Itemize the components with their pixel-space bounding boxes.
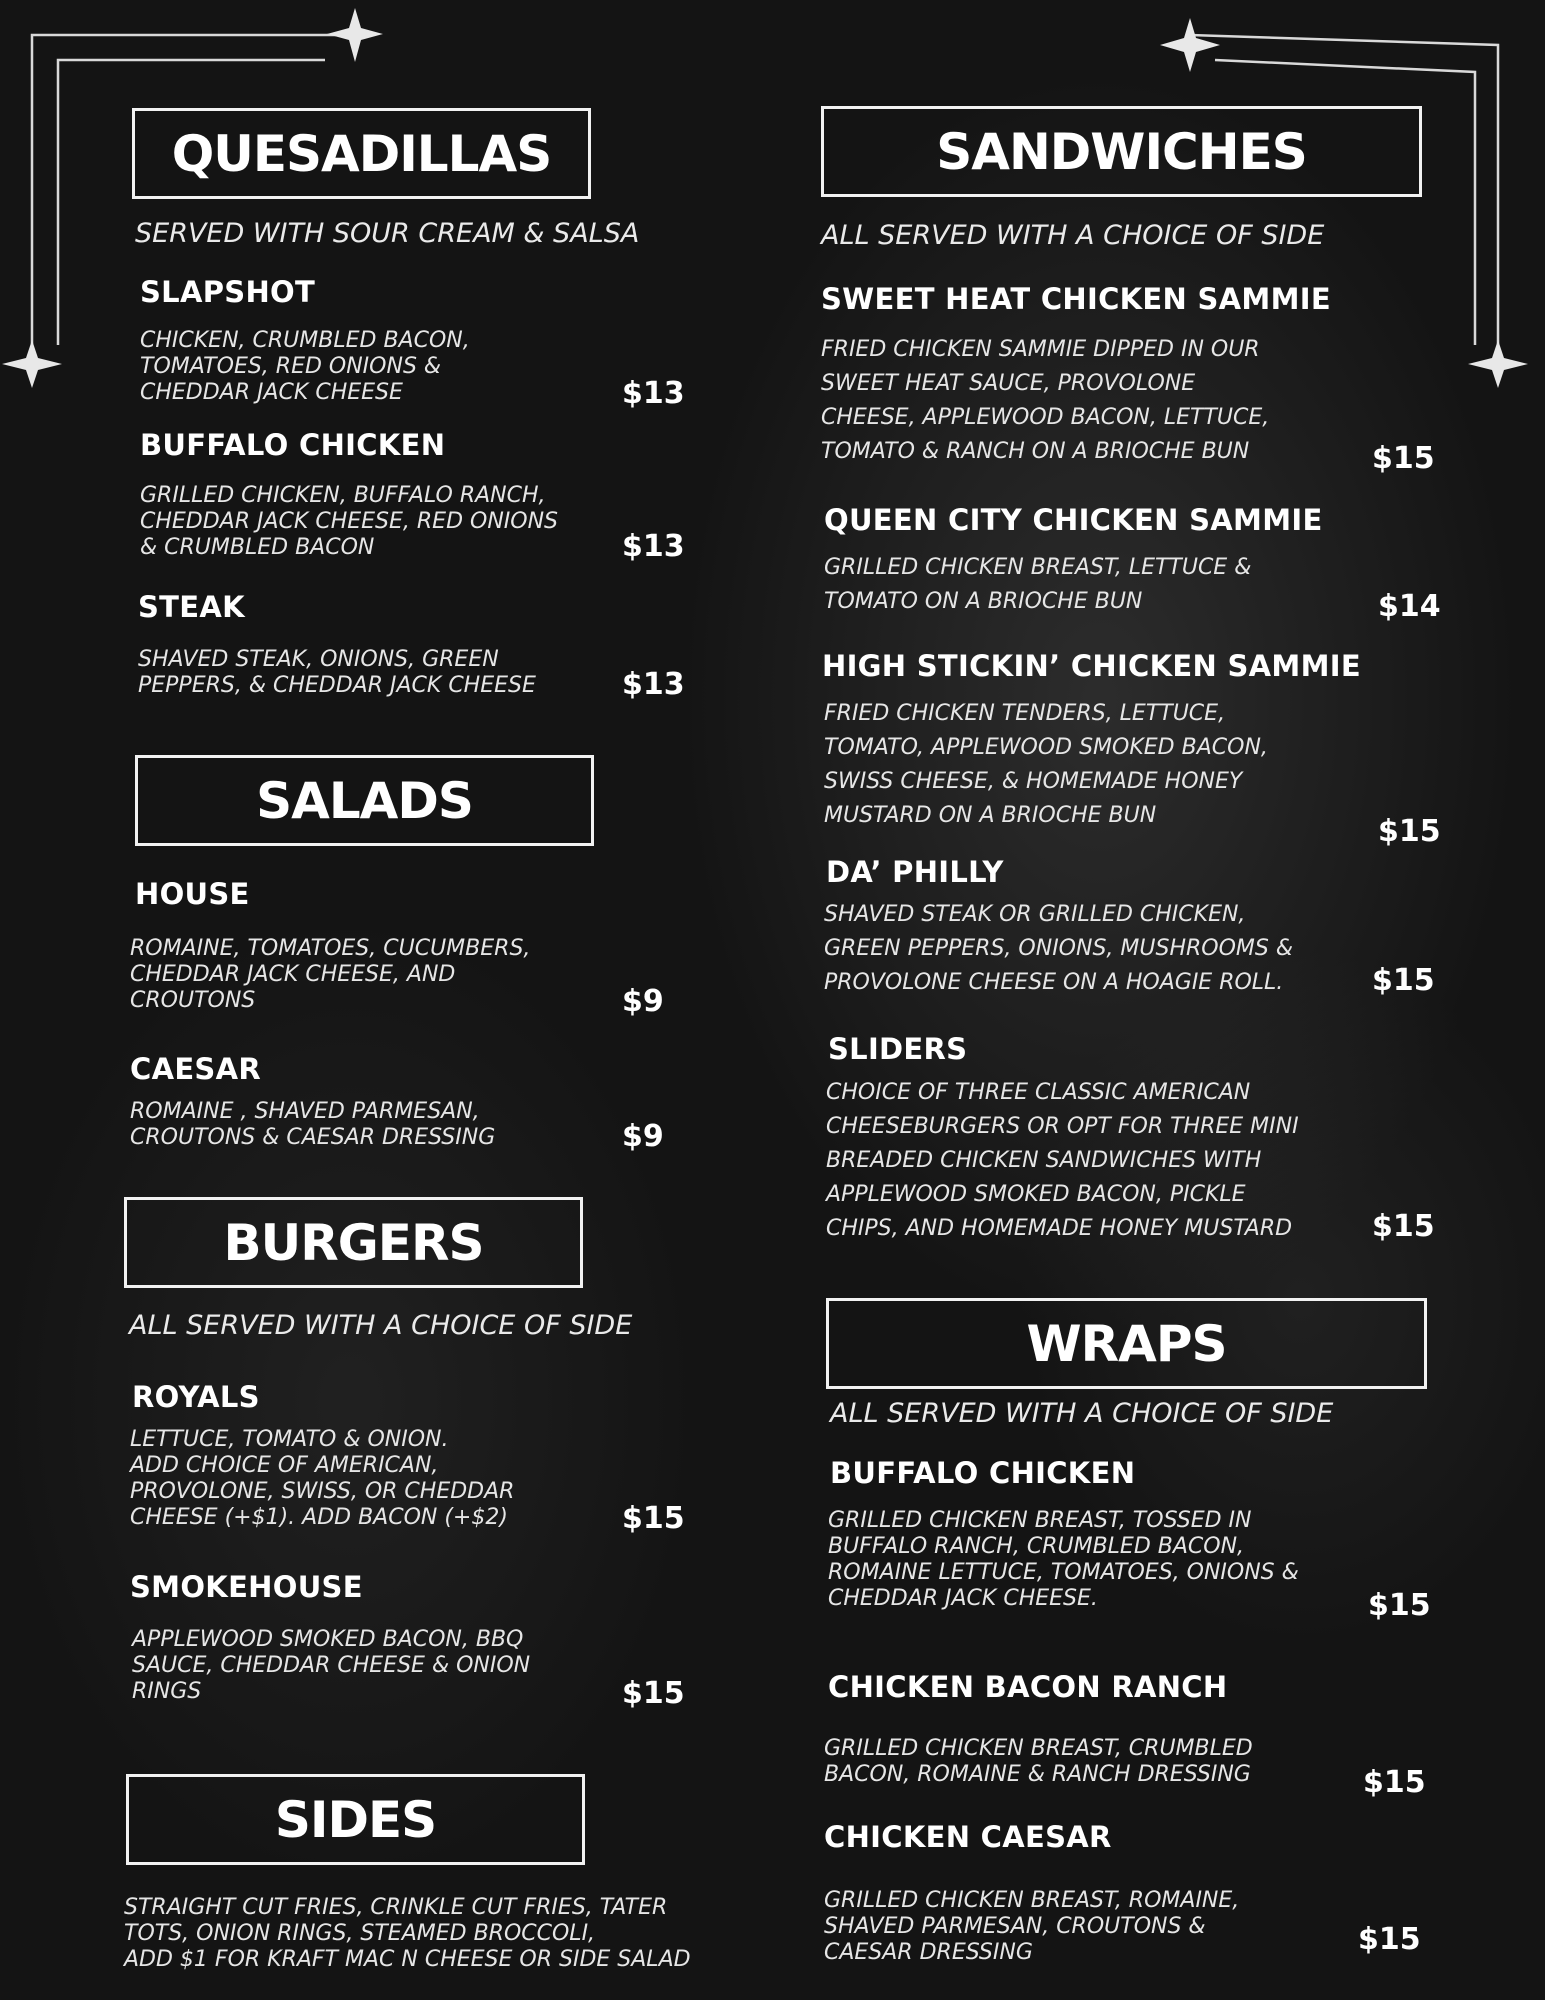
menu-item-description: GRILLED CHICKEN BREAST, CRUMBLED BACON, ROMAINE & RANCH DRESSING: [824, 1736, 1253, 1787]
menu-item-name: QUEEN CITY CHICKEN SAMMIE: [824, 503, 1323, 537]
menu-item-description: LETTUCE, TOMATO & ONION. ADD CHOICE OF AMERICAN, PROVOLONE, SWISS, OR CHEDDAR CHEESE (+$1). ADD BACON (+$2): [130, 1427, 515, 1530]
menu-item-price: $13: [622, 667, 685, 702]
menu-item-name: CHICKEN CAESAR: [824, 1820, 1112, 1854]
menu-item-name: CAESAR: [130, 1052, 261, 1086]
menu-item-description: CHOICE OF THREE CLASSIC AMERICAN CHEESEBURGERS OR OPT FOR THREE MINI BREADED CHICKEN SANDWICHES WITH APPLEWOOD SMOKED BACON, PICKLE CHIPS, AND HOMEMADE HONEY MUSTARD: [826, 1080, 1299, 1241]
menu-item-description: FRIED CHICKEN SAMMIE DIPPED IN OUR SWEET HEAT SAUCE, PROVOLONE CHEESE, APPLEWOOD BACON, LETTUCE, TOMATO & RANCH ON A BRIOCHE BUN: [821, 337, 1270, 464]
menu-item-price: $9: [622, 984, 664, 1019]
menu-item-price: $9: [622, 1119, 664, 1154]
menu-item-name: SWEET HEAT CHICKEN SAMMIE: [821, 282, 1331, 316]
menu-item-description: APPLEWOOD SMOKED BACON, BBQ SAUCE, CHEDDAR CHEESE & ONION RINGS: [132, 1627, 531, 1704]
sandwiches-heading: SANDWICHES: [821, 106, 1422, 197]
menu-item-description: SHAVED STEAK, ONIONS, GREEN PEPPERS, & CHEDDAR JACK CHEESE: [138, 647, 536, 698]
quesadillas-subtitle: SERVED WITH SOUR CREAM & SALSA: [135, 218, 640, 249]
wraps-subtitle: ALL SERVED WITH A CHOICE OF SIDE: [830, 1398, 1334, 1429]
menu-item-name: BUFFALO CHICKEN: [830, 1456, 1136, 1490]
menu-item-name: DA’ PHILLY: [826, 855, 1004, 889]
burgers-heading: BURGERS: [124, 1197, 583, 1288]
menu-item-description: ROMAINE , SHAVED PARMESAN, CROUTONS & CAESAR DRESSING: [130, 1099, 496, 1150]
menu-item-name: HOUSE: [135, 877, 250, 911]
menu-item-price: $13: [622, 529, 685, 564]
menu-item-price: $15: [622, 1676, 685, 1711]
menu-item-description: FRIED CHICKEN TENDERS, LETTUCE, TOMATO, APPLEWOOD SMOKED BACON, SWISS CHEESE, & HOMEMADE HONEY MUSTARD ON A BRIOCHE BUN: [824, 701, 1268, 828]
sandwiches-subtitle: ALL SERVED WITH A CHOICE OF SIDE: [821, 220, 1325, 251]
menu-item-description: GRILLED CHICKEN, BUFFALO RANCH, CHEDDAR JACK CHEESE, RED ONIONS & CRUMBLED BACON: [140, 483, 559, 560]
menu-item-name: SLIDERS: [828, 1032, 968, 1066]
menu-item-price: $15: [1372, 441, 1435, 476]
menu-item-price: $14: [1378, 589, 1441, 624]
menu-item-name: SLAPSHOT: [140, 275, 316, 309]
menu-item-price: $15: [1358, 1922, 1421, 1957]
quesadillas-heading: QUESADILLAS: [132, 108, 591, 199]
menu-item-description: SHAVED STEAK OR GRILLED CHICKEN, GREEN PEPPERS, ONIONS, MUSHROOMS & PROVOLONE CHEESE ON A HOAGIE ROLL.: [824, 902, 1294, 995]
menu-item-price: $15: [1372, 963, 1435, 998]
menu-item-name: CHICKEN BACON RANCH: [828, 1670, 1228, 1704]
menu-item-description: GRILLED CHICKEN BREAST, LETTUCE & TOMATO ON A BRIOCHE BUN: [824, 555, 1252, 614]
wraps-heading: WRAPS: [826, 1298, 1427, 1389]
burgers-subtitle: ALL SERVED WITH A CHOICE OF SIDE: [129, 1310, 633, 1341]
menu-item-name: SMOKEHOUSE: [130, 1570, 363, 1604]
menu-item-description: ROMAINE, TOMATOES, CUCUMBERS, CHEDDAR JACK CHEESE, AND CROUTONS: [130, 936, 531, 1013]
menu-item-name: ROYALS: [132, 1380, 260, 1414]
sides-description: STRAIGHT CUT FRIES, CRINKLE CUT FRIES, TATER TOTS, ONION RINGS, STEAMED BROCCOLI, ADD $1 FOR KRAFT MAC N CHEESE OR SIDE SALAD: [124, 1895, 691, 1972]
menu-item-price: $15: [1372, 1209, 1435, 1244]
menu-item-name: HIGH STICKIN’ CHICKEN SAMMIE: [822, 649, 1361, 683]
menu-item-description: GRILLED CHICKEN BREAST, ROMAINE, SHAVED PARMESAN, CROUTONS & CAESAR DRESSING: [824, 1888, 1240, 1965]
sides-heading: SIDES: [126, 1774, 585, 1865]
menu-item-name: STEAK: [138, 590, 245, 624]
menu-item-price: $13: [622, 376, 685, 411]
salads-heading: SALADS: [135, 755, 594, 846]
menu-item-price: $15: [622, 1501, 685, 1536]
menu-item-price: $15: [1368, 1588, 1431, 1623]
menu-item-price: $15: [1378, 814, 1441, 849]
menu-item-price: $15: [1363, 1765, 1426, 1800]
menu-item-description: CHICKEN, CRUMBLED BACON, TOMATOES, RED ONIONS & CHEDDAR JACK CHEESE: [140, 328, 470, 405]
menu-item-description: GRILLED CHICKEN BREAST, TOSSED IN BUFFALO RANCH, CRUMBLED BACON, ROMAINE LETTUCE, TOMATOES, ONIONS & CHEDDAR JACK CHEESE.: [828, 1508, 1299, 1611]
menu-item-name: BUFFALO CHICKEN: [140, 428, 446, 462]
